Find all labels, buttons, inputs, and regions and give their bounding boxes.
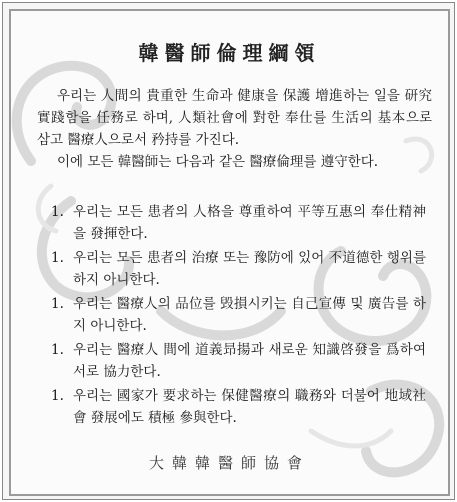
outer-frame [2, 2, 455, 500]
preamble-paragraph: 이에 모든 韓醫師는 다음과 같은 醫療倫理를 遵守한다. [57, 154, 379, 170]
ethics-list [51, 201, 426, 431]
item-text: 우리는 醫療人의 品位를 毁損시키는 自己宣傳 및 廣告를 하지 아니한다. [73, 296, 426, 334]
preamble-paragraph: 우리는 人間의 貴重한 生命과 健康을 保護 增進하는 일을 研究 實踐함을 任務로 하며, 人類社會에 對한 奉仕를 生活의 基本으로 삼고 醫療人으로서 矜持를 가진다. [37, 88, 432, 148]
list-item [51, 201, 426, 245]
item-number: 1. [51, 342, 64, 358]
preamble [37, 85, 432, 173]
list-item [51, 339, 426, 383]
item-number: 1. [51, 296, 64, 312]
item-text: 우리는 모든 患者의 治療 또는 豫防에 있어 不道德한 행위를 하지 아니한다. [73, 250, 426, 288]
item-number: 1. [51, 250, 64, 266]
signature-organization: 大韓韓醫師協會 [148, 454, 310, 472]
list-item [51, 385, 426, 429]
inner-frame [9, 9, 450, 496]
item-number: 1. [51, 204, 64, 220]
document-title: 韓醫師倫理綱領 [138, 41, 321, 65]
item-text: 우리는 모든 患者의 人格을 尊重하여 平等互惠의 奉仕精神을 發揮한다. [73, 204, 426, 242]
list-item [51, 293, 426, 337]
item-text: 우리는 醫療人 間에 道義昻揚과 새로운 知識啓發을 爲하여 서로 協力한다. [73, 342, 426, 380]
item-text: 우리는 國家가 要求하는 保健醫療의 職務와 더불어 地域社會 發展에도 積極 參與한다. [73, 388, 426, 426]
list-item [51, 247, 426, 291]
item-number: 1. [51, 388, 64, 404]
